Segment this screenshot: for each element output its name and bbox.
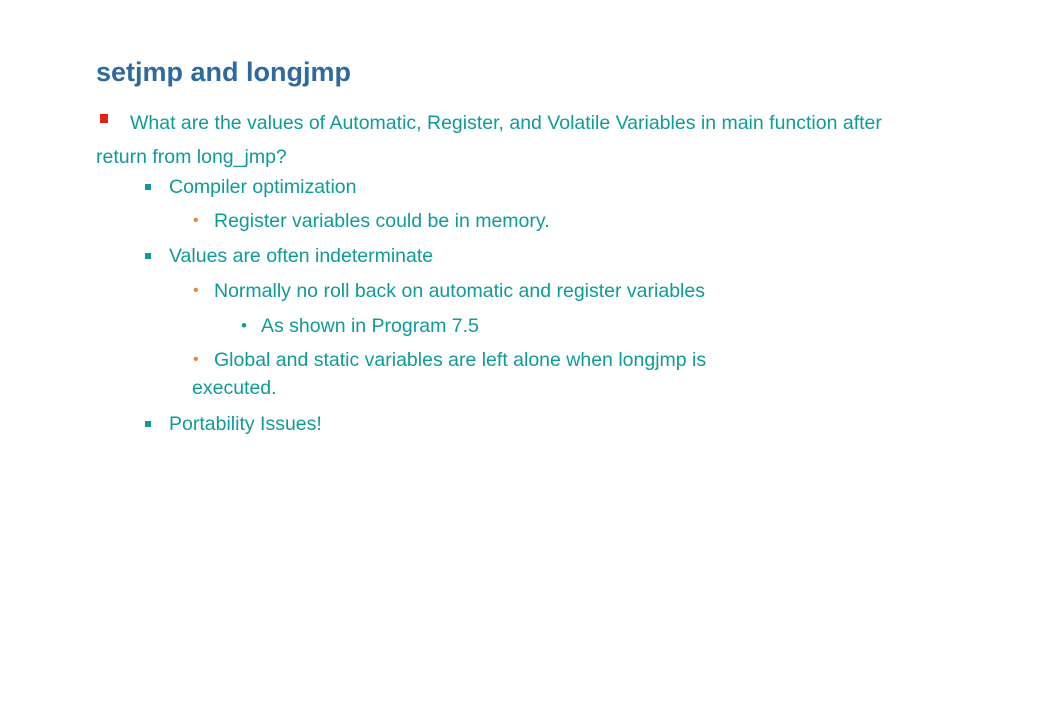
list-item: Compiler optimization [169,176,357,198]
slide-title: setjmp and longjmp [96,57,352,87]
list-item: Portability Issues! [169,413,322,435]
main-bullet [96,106,936,174]
list-item: As shown in Program 7.5 [261,315,479,337]
list-item: Global and static variables are left alone when longjmp is [214,349,707,371]
main-bullet-text: What are the values of Automatic, Register, and Volatile Variables in main function after return from long_jmp? [96,112,882,168]
square-bullet-icon [145,421,151,427]
list-item: Values are often indeterminate [169,245,434,267]
square-bullet-icon [145,253,151,259]
bullet-dot-icon: • [241,316,247,335]
list-item: Register variables could be in memory. [214,210,550,232]
square-bullet-icon [145,184,151,190]
square-bullet-icon [100,114,108,123]
list-item-continuation: executed. [192,377,277,399]
list-item: Normally no roll back on automatic and register variables [214,280,705,302]
bullet-dot-icon: • [193,351,199,368]
bullet-dot-icon: • [193,212,199,229]
bullet-dot-icon: • [193,282,199,299]
